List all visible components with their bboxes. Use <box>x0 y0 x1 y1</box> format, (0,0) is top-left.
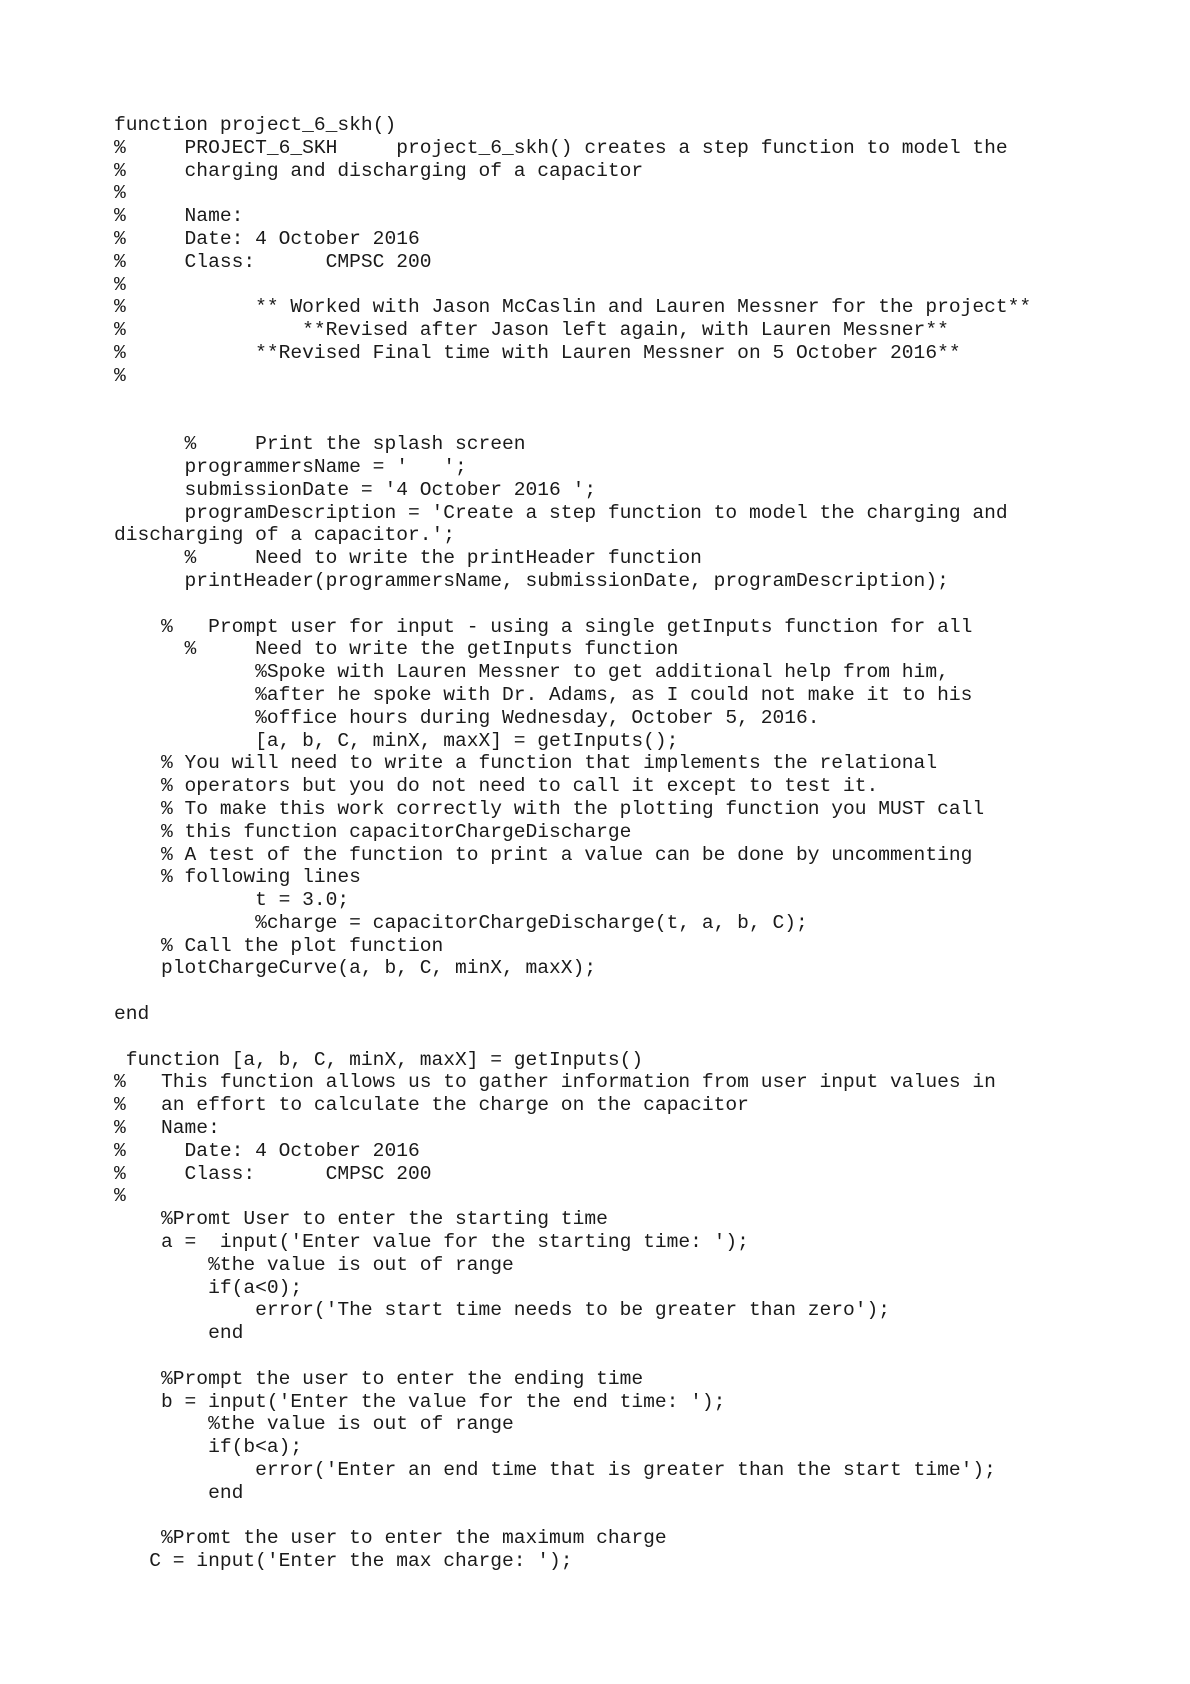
code-line: % Need to write the getInputs function <box>114 638 679 661</box>
code-line: if(a<0); <box>114 1276 303 1299</box>
code-line: C = input('Enter the max charge: '); <box>114 1550 573 1573</box>
code-line: % <box>114 273 126 296</box>
code-line <box>114 410 1031 433</box>
code-line: function [a, b, C, minX, maxX] = getInputs() <box>114 1048 644 1071</box>
code-line: end <box>114 1003 150 1026</box>
code-line: %Promt the user to enter the maximum charge <box>114 1527 667 1550</box>
code-line: if(b<a); <box>114 1436 303 1459</box>
code-line: discharging of a capacitor.'; <box>114 524 455 547</box>
code-line <box>114 980 1031 1003</box>
code-line: % operators but you do not need to call it except to test it. <box>114 775 879 798</box>
code-line: % To make this work correctly with the plotting function you MUST call <box>114 797 985 820</box>
code-line: t = 3.0; <box>114 889 350 912</box>
code-line: % This function allows us to gather information from user input values in <box>114 1071 996 1094</box>
code-listing <box>114 114 1031 1573</box>
code-line: % Class: CMPSC 200 <box>114 1162 432 1185</box>
code-line: [a, b, C, minX, maxX] = getInputs(); <box>114 729 679 752</box>
code-line: % charging and discharging of a capacitor <box>114 159 644 182</box>
code-line: %the value is out of range <box>114 1413 514 1436</box>
code-line: % Prompt user for input - using a single getInputs function for all <box>114 615 973 638</box>
code-line <box>114 388 1031 411</box>
code-line: % ** Worked with Jason McCaslin and Lauren Messner for the project** <box>114 296 1032 319</box>
code-line: % an effort to calculate the charge on the capacitor <box>114 1094 749 1117</box>
code-line: % A test of the function to print a value can be done by uncommenting <box>114 843 973 866</box>
code-line: % Print the splash screen <box>114 433 526 456</box>
code-line: % **Revised Final time with Lauren Messner on 5 October 2016** <box>114 341 961 364</box>
code-line: % this function capacitorChargeDischarge <box>114 820 632 843</box>
code-line: printHeader(programmersName, submissionDate, programDescription); <box>114 569 949 592</box>
code-line: %Spoke with Lauren Messner to get additional help from him, <box>114 661 949 684</box>
code-line: % Need to write the printHeader function <box>114 547 702 570</box>
code-line: % PROJECT_6_SKH project_6_skh() creates a step function to model the <box>114 136 1008 159</box>
code-line <box>114 1505 1031 1528</box>
code-line <box>114 593 1031 616</box>
code-line: %the value is out of range <box>114 1253 514 1276</box>
code-line: programmersName = ' '; <box>114 455 467 478</box>
code-line: end <box>114 1481 244 1504</box>
code-line: % Call the plot function <box>114 934 444 957</box>
code-line <box>114 1345 1031 1368</box>
code-line: end <box>114 1322 244 1345</box>
code-line: %charge = capacitorChargeDischarge(t, a, b, C); <box>114 911 808 934</box>
code-line: % Date: 4 October 2016 <box>114 227 420 250</box>
code-line: error('Enter an end time that is greater than the start time'); <box>114 1459 996 1482</box>
code-line: %after he spoke with Dr. Adams, as I could not make it to his <box>114 683 973 706</box>
code-line: function project_6_skh() <box>114 114 397 136</box>
code-line: % You will need to write a function that implements the relational <box>114 752 938 775</box>
code-line: %office hours during Wednesday, October 5, 2016. <box>114 706 820 729</box>
code-line: % Class: CMPSC 200 <box>114 250 432 273</box>
code-line: % Name: <box>114 1117 220 1140</box>
code-line: % **Revised after Jason left again, with Lauren Messner** <box>114 319 949 342</box>
code-line: b = input('Enter the value for the end time: '); <box>114 1390 726 1413</box>
code-line: % <box>114 1185 126 1208</box>
code-line: programDescription = 'Create a step function to model the charging and <box>114 501 1008 524</box>
code-line: a = input('Enter value for the starting time: '); <box>114 1231 749 1254</box>
code-line: % Name: <box>114 205 244 228</box>
code-line: submissionDate = '4 October 2016 '; <box>114 478 597 501</box>
code-line: % <box>114 364 126 387</box>
code-line: error('The start time needs to be greater than zero'); <box>114 1299 891 1322</box>
code-line: % <box>114 182 126 205</box>
code-line: % Date: 4 October 2016 <box>114 1139 420 1162</box>
code-line: plotChargeCurve(a, b, C, minX, maxX); <box>114 957 597 980</box>
code-line: %Prompt the user to enter the ending time <box>114 1367 644 1390</box>
code-line: % following lines <box>114 866 361 889</box>
code-line <box>114 1026 1031 1049</box>
code-line: %Promt User to enter the starting time <box>114 1208 608 1231</box>
